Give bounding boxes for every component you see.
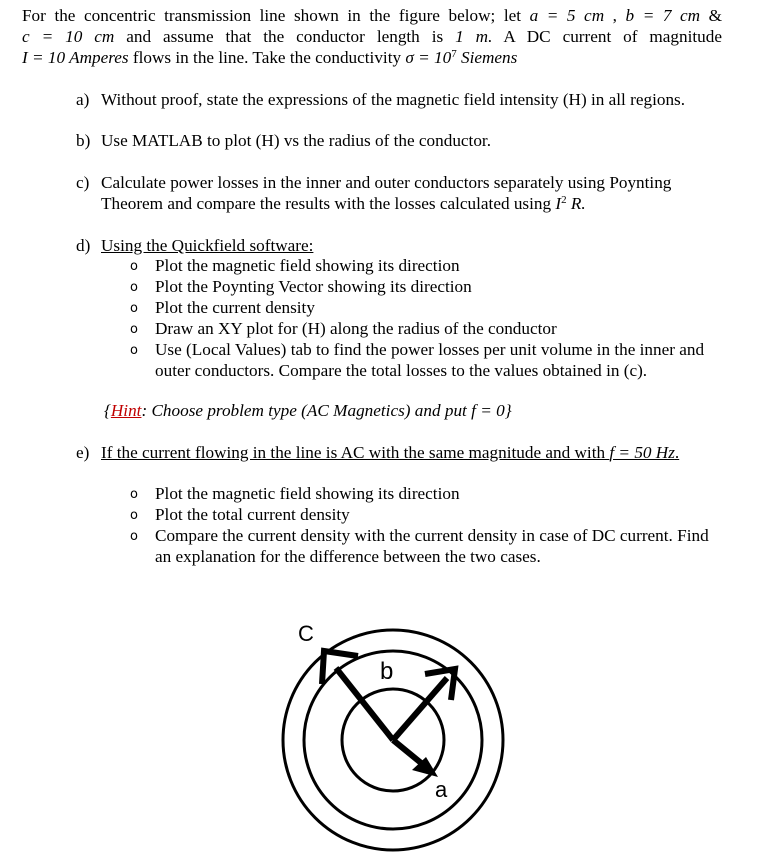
bullet-marker: o [130,508,138,523]
item-d-bullet-1: Plot the magnetic field showing its direction [155,256,460,275]
item-e-text: If the current flowing in the line is AC with the same magnitude and with f = 50 Hz. [101,443,680,462]
hint-text: {Hint: Choose problem type (AC Magnetics) and put f = 0} [104,401,512,420]
item-a-text: Without proof, state the expressions of the magnetic field intensity (H) in all regions. [101,90,686,109]
radius-b-arrow [393,678,447,740]
item-c-line-2: Theorem and compare the results with the losses calculated using $I^2$ R. [101,194,586,213]
item-d-bullet-4: Draw an XY plot for (H) along the radius of the conductor [155,319,557,338]
item-d-bullet-5-cont: outer conductors. Compare the total losses to the values obtained in (c). [155,361,648,380]
item-d-bullet-2: Plot the Poynting Vector showing its direction [155,277,472,296]
bullet-marker: o [130,529,138,544]
item-e-bullet-2: Plot the total current density [155,505,350,524]
label-b: b [380,658,394,685]
intro-line-1: For the concentric transmission line shown in the figure below; let a = 5 cm , b = 7 cm & [22,6,723,25]
bullet-marker: o [130,487,138,502]
item-b-label: b) [76,131,91,150]
bullet-marker: o [130,301,138,316]
item-c-line-1: Calculate power losses in the inner and outer conductors separately using Poynting [101,173,672,192]
bullet-marker: o [130,280,138,295]
item-d-bullet-5: Use (Local Values) tab to find the power losses per unit volume in the inner and [155,340,705,359]
item-e-bullet-1: Plot the magnetic field showing its direction [155,484,460,503]
label-a: a [435,777,448,802]
item-d-heading: Using the Quickfield software: [101,236,314,255]
bullet-marker: o [130,343,138,358]
bullet-marker: o [130,322,138,337]
intro-line-3: I = 10 Amperes flows in the line. Take the conductivity $\sigma = 10^7$ Siemens [22,48,518,67]
item-b-text: Use MATLAB to plot (H) vs the radius of the conductor. [101,131,491,150]
item-e-bullet-3-cont: an explanation for the difference between the two cases. [155,547,541,566]
item-d-label: d) [76,236,91,255]
item-e-label: e) [76,443,90,462]
item-e-bullet-3: Compare the current density with the current density in case of DC current. Find [155,526,709,545]
item-c-label: c) [76,173,90,192]
label-c: C [298,621,314,646]
item-d-bullet-3: Plot the current density [155,298,315,317]
item-a-label: a) [76,90,90,109]
intro-line-2: c = 10 cm and assume that the conductor length is 1 m. A DC current of magnitude [22,27,722,46]
bullet-marker: o [130,259,138,274]
